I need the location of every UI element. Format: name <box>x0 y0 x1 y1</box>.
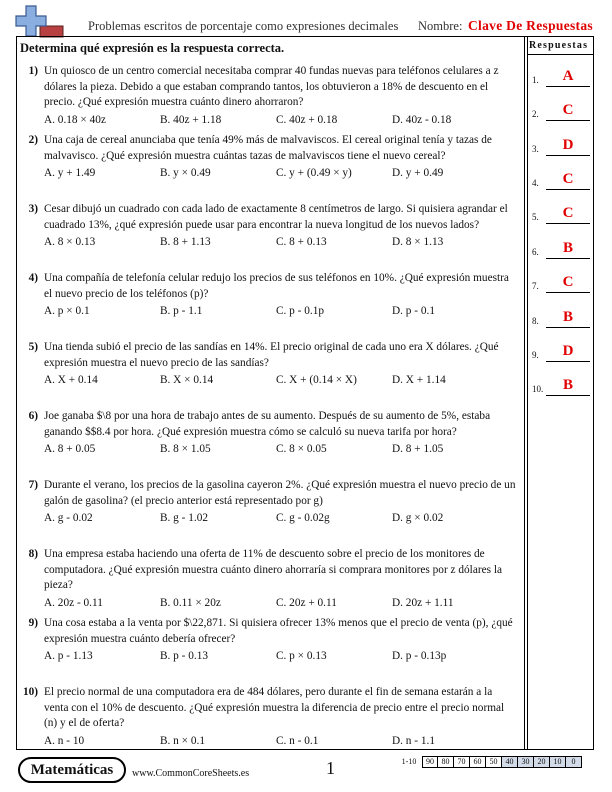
answer-2 <box>532 101 594 121</box>
score-table <box>398 756 582 770</box>
answer-number: 3. <box>532 144 539 154</box>
option-b: B. p - 0.13 <box>160 650 209 662</box>
answer-line <box>546 120 590 121</box>
answer-key-label: Clave De Respuestas <box>468 18 593 33</box>
answer-line <box>546 292 590 293</box>
score-cell: 10 <box>550 756 566 768</box>
score-cell: 70 <box>454 756 470 768</box>
option-a: A. X + 0.14 <box>44 374 98 386</box>
option-c: C. X + (0.14 × X) <box>276 374 357 386</box>
logo-icon <box>14 5 64 39</box>
answer-9 <box>532 342 594 362</box>
answer-1 <box>532 67 594 87</box>
score-range: 1-10 <box>401 757 417 766</box>
answer-value: C <box>562 274 574 290</box>
option-b: B. 8 × 1.05 <box>160 443 211 455</box>
option-a: A. 8 + 0.05 <box>44 443 96 455</box>
answer-number: 2. <box>532 109 539 119</box>
question-number: 9) <box>28 617 38 629</box>
option-d: D. 20z + 1.11 <box>392 596 454 609</box>
answer-line <box>546 395 590 396</box>
option-c: C. p × 0.13 <box>276 650 327 662</box>
option-d: D. p - 0.1 <box>392 305 435 317</box>
answer-number: 1. <box>532 75 539 85</box>
option-c: C. 20z + 0.11 <box>276 596 337 609</box>
option-b: B. X × 0.14 <box>160 374 214 386</box>
answer-6 <box>532 239 594 259</box>
question-text: Cesar dibujó un cuadrado con cada lado de exactamente 8 centímetros de largo. Si quisiera agrandar el cuadrado 13%, ¿qué expresión puede usar para encontrar la nueva longitud de los nuevos lados? <box>44 203 508 231</box>
instructions: Determina qué expresión es la respuesta correcta. <box>20 41 285 55</box>
score-cell: 60 <box>470 756 486 768</box>
option-b: B. n × 0.1 <box>160 734 205 747</box>
answer-line <box>546 155 590 156</box>
option-a: A. y + 1.49 <box>44 167 96 179</box>
question-6 <box>18 409 518 457</box>
question-number: 5) <box>28 341 38 353</box>
option-c: C. 40z + 0.18 <box>276 113 338 126</box>
score-cell: 30 <box>518 756 534 768</box>
page-number: 1 <box>326 758 335 778</box>
answer-value: C <box>562 205 574 221</box>
answer-number: 10. <box>532 384 544 394</box>
answer-value: C <box>562 171 574 187</box>
question-number: 8) <box>28 548 38 560</box>
answer-value: A <box>562 68 574 84</box>
question-8 <box>18 547 518 611</box>
option-c: C. 8 + 0.13 <box>276 236 327 248</box>
question-1 <box>18 64 518 128</box>
question-options <box>44 304 518 319</box>
question-number: 10) <box>22 686 38 698</box>
answer-line <box>546 361 590 362</box>
answer-value: D <box>562 137 574 153</box>
option-d: D. 8 × 1.13 <box>392 236 444 248</box>
question-2 <box>18 133 518 181</box>
question-number: 2) <box>28 134 38 146</box>
question-number: 3) <box>28 203 38 215</box>
option-d: D. n - 1.1 <box>392 734 435 747</box>
score-cell: 0 <box>566 756 582 768</box>
option-d: D. g × 0.02 <box>392 512 444 524</box>
option-c: C. y + (0.49 × y) <box>276 167 352 179</box>
answer-number: 4. <box>532 178 539 188</box>
option-d: D. X + 1.14 <box>392 374 446 386</box>
question-10 <box>18 685 518 749</box>
answers-divider <box>524 36 525 750</box>
score-cell: 40 <box>502 756 518 768</box>
question-text: Una tienda subió el precio de las sandías en 14%. El precio original de cada uno era X dólares. ¿Qué expresión muestra el nuevo precio de las sandías? <box>44 341 499 369</box>
question-number: 6) <box>28 410 38 422</box>
question-options <box>44 649 518 664</box>
answer-10 <box>532 376 594 396</box>
option-a: A. p - 1.13 <box>44 650 93 662</box>
site-url: www.CommonCoreSheets.es <box>132 768 250 779</box>
answer-number: 7. <box>532 281 539 291</box>
question-number: 4) <box>28 272 38 284</box>
answer-7 <box>532 273 594 293</box>
question-text: Una caja de cereal anunciaba que tenía 49% más de malvaviscos. El cereal original tenía y tazas de malvavisco. ¿Qué expresión muestra cuántas tazas de malvaviscos tiene el nuevo cereal? <box>44 134 492 162</box>
option-b: B. g - 1.02 <box>160 512 209 524</box>
answer-line <box>546 189 590 190</box>
option-a: A. g - 0.02 <box>44 512 93 524</box>
question-text: Una empresa estaba haciendo una oferta de 11% de descuento sobre el precio de los monitores de computadora. ¿Qué expresión muestra cuánto dinero ahorraría si comprara monitores por z dólares la pieza? <box>44 548 502 591</box>
option-b: B. p - 1.1 <box>160 305 203 317</box>
score-cell: 90 <box>422 756 438 768</box>
subject-badge: Matemáticas <box>18 757 126 783</box>
question-5 <box>18 340 518 388</box>
option-a: A. n - 10 <box>44 734 85 747</box>
option-b: B. 8 + 1.13 <box>160 236 211 248</box>
answer-number: 6. <box>532 247 539 257</box>
option-b: B. 0.11 × 20z <box>160 596 221 609</box>
page-title: Problemas escritos de porcentaje como expresiones decimales <box>88 19 399 33</box>
question-options <box>44 734 518 749</box>
score-cell: 50 <box>486 756 502 768</box>
question-options <box>44 113 518 128</box>
question-4 <box>18 271 518 319</box>
option-b: B. y × 0.49 <box>160 167 211 179</box>
answers-divider-inner <box>527 36 528 750</box>
option-c: C. n - 0.1 <box>276 734 319 747</box>
answer-line <box>546 86 590 87</box>
option-d: D. p - 0.13p <box>392 650 447 662</box>
option-a: A. 20z - 0.11 <box>44 596 103 609</box>
answer-number: 8. <box>532 316 539 326</box>
question-text: El precio normal de una computadora era de 484 dólares, pero durante el fin de semana estarán a la venta con el 10% de descuento. ¿Qué expresión muestra la diferencia de precio entre el precio normal (n) y el de oferta? <box>44 686 505 729</box>
option-d: D. 8 + 1.05 <box>392 443 444 455</box>
option-c: C. g - 0.02g <box>276 512 330 524</box>
answers-title: Respuestas <box>529 40 589 51</box>
question-text: Una compañía de telefonía celular redujo los precios de sus teléfonos en 10%. ¿Qué expresión muestra el nuevo precio de los teléfonos (p)? <box>44 272 509 300</box>
answers-title-rule <box>528 54 594 55</box>
answer-5 <box>532 204 594 224</box>
question-text: Una cosa estaba a la venta por $\22,871. Si quisiera ofrecer 13% menos que el precio de venta (p), ¿qué expresión muestra cuánto debería ofrecer? <box>44 617 513 645</box>
question-9 <box>18 616 518 664</box>
option-a: A. p × 0.1 <box>44 305 90 317</box>
option-c: C. 8 × 0.05 <box>276 443 327 455</box>
answer-value: B <box>562 309 573 325</box>
score-cell: 80 <box>438 756 454 768</box>
question-options <box>44 442 518 457</box>
answer-number: 9. <box>532 350 539 360</box>
question-text: Joe ganaba $\8 por una hora de trabajo antes de su aumento. Después de su aumento de 5%, estaba ganando $$8.4 por hora. ¿Qué expresión muestra cómo se calculó su nueva tarifa por hora? <box>44 410 491 438</box>
answer-3 <box>532 136 594 156</box>
option-a: A. 8 × 0.13 <box>44 236 96 248</box>
answer-line <box>546 258 590 259</box>
option-c: C. p - 0.1p <box>276 305 325 317</box>
question-number: 7) <box>28 479 38 491</box>
answer-value: B <box>562 240 573 256</box>
question-7 <box>18 478 518 526</box>
question-number: 1) <box>28 65 38 77</box>
question-options <box>44 596 518 611</box>
option-b: B. 40z + 1.18 <box>160 113 222 126</box>
question-3 <box>18 202 518 250</box>
answer-line <box>546 327 590 328</box>
question-options <box>44 235 518 250</box>
question-options <box>44 373 518 388</box>
question-text: Durante el verano, los precios de la gasolina cayeron 2%. ¿Qué expresión muestra el nuevo precio de un galón de gasolina? (el precio anterior está representado por g) <box>44 479 516 507</box>
question-options <box>44 166 518 181</box>
answer-number: 5. <box>532 212 539 222</box>
option-d: D. y + 0.49 <box>392 167 444 179</box>
answer-value: D <box>562 343 574 359</box>
answer-value: C <box>562 102 574 118</box>
score-cell: 20 <box>534 756 550 768</box>
question-text: Un quiosco de un centro comercial necesitaba comprar 40 fundas nuevas para teléfonos celulares a z dólares la pieza. Debido a que estaban comprando tantos, los obtuvieron a 18% de descuento en el precio. ¿Qué expresión muestra cuánto dinero ahorraron? <box>44 65 499 108</box>
question-options <box>44 511 518 526</box>
answer-line <box>546 223 590 224</box>
answer-4 <box>532 170 594 190</box>
answer-value: B <box>562 377 573 393</box>
answer-8 <box>532 308 594 328</box>
name-label: Nombre: <box>418 19 463 33</box>
option-a: A. 0.18 × 40z <box>44 113 106 126</box>
option-d: D. 40z - 0.18 <box>392 113 452 126</box>
